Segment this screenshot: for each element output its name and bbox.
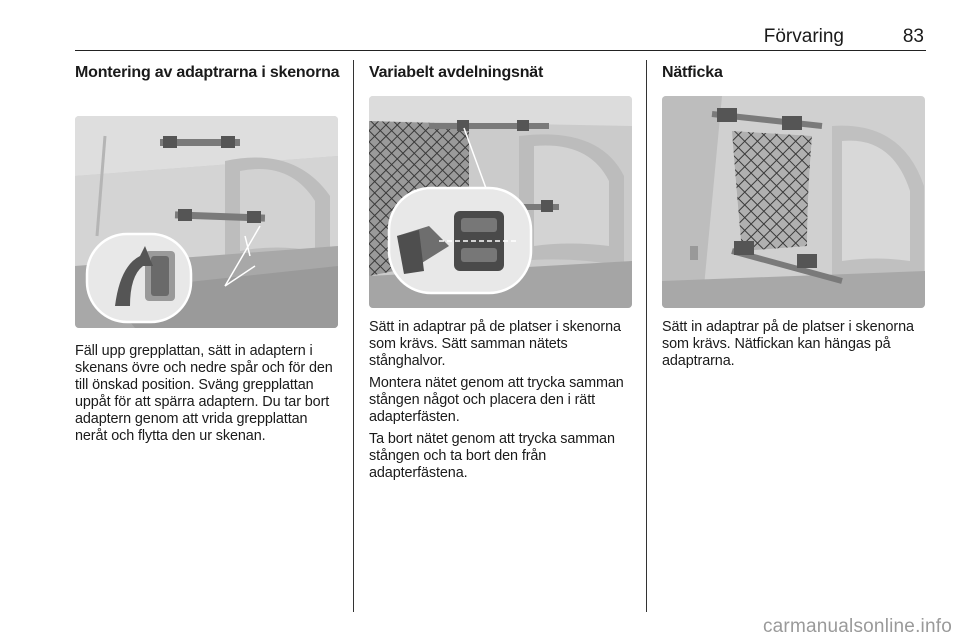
heading-variable-divider-net: Variabelt avdelningsnät xyxy=(369,64,544,81)
header-rule xyxy=(75,50,926,51)
illustration-net-pocket xyxy=(662,96,925,308)
body-text-adapter-mounting xyxy=(75,343,341,450)
heading-adapter-mounting: Montering av adaptrarna i skenorna xyxy=(75,64,340,81)
illustration-divider-net xyxy=(369,96,632,308)
column-net-pocket xyxy=(662,63,928,369)
paragraph: Sätt in adaptrar på de platser i skenorna som krävs. Sätt samman nätets stånghalvor. xyxy=(369,319,621,369)
paragraph: Sätt in adaptrar på de platser i skenorna som krävs. Nätfickan kan hängas på adaptrarna. xyxy=(662,319,914,369)
column-variable-divider-net xyxy=(369,63,635,481)
column-divider xyxy=(353,60,354,612)
column-adapter-mounting xyxy=(75,63,341,444)
body-text-variable-divider-net xyxy=(369,319,635,487)
column-divider xyxy=(646,60,647,612)
section-title: Förvaring xyxy=(763,26,844,47)
paragraph: Fäll upp grepplattan, sätt in adaptern i skenans övre och nedre spår och för den till önskad position. Sväng grepplattan uppåt för att spärra adaptern. Du tar bort adaptern genom att vrida grepplattan neråt och flytta den ur skenan. xyxy=(75,343,333,444)
paragraph: Montera nätet genom att trycka samman stången något och placera den i rätt adapterfästen. xyxy=(369,375,624,425)
watermark: carmanualsonline.info xyxy=(762,616,952,637)
paragraph: Ta bort nätet genom att trycka samman stången och ta bort den från adapterfästena. xyxy=(369,431,615,481)
illustration-adapter-in-rail xyxy=(75,116,338,328)
page-number: 83 xyxy=(902,26,924,47)
heading-net-pocket: Nätficka xyxy=(662,64,723,81)
body-text-net-pocket xyxy=(662,319,928,375)
page-header xyxy=(75,26,926,50)
